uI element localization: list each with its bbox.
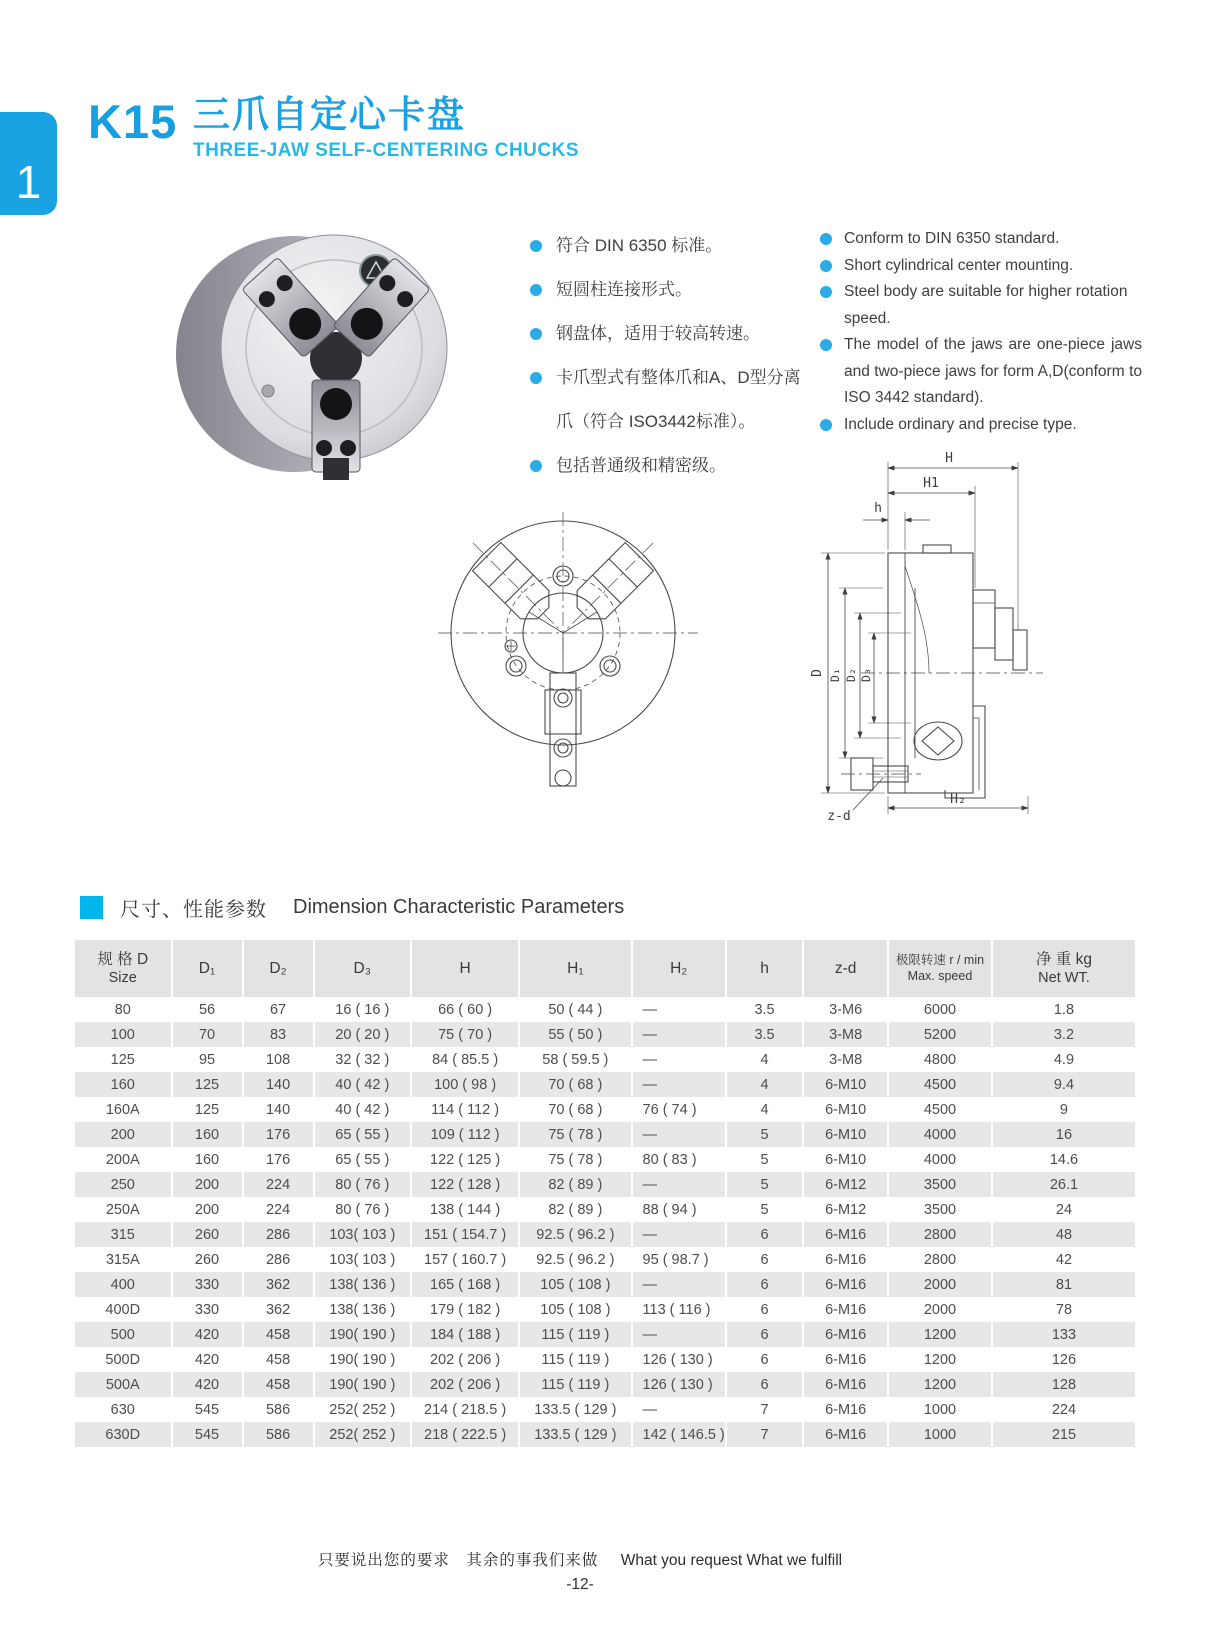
table-cell: 160 [173, 1122, 244, 1147]
table-cell: 224 [1051, 1401, 1077, 1418]
bullet-dot-icon [530, 284, 542, 296]
table-row [75, 1172, 1135, 1197]
table-cell: 250 [75, 1172, 173, 1197]
table-cell: 103( 103 ) [315, 1247, 413, 1272]
table-cell: 105 ( 108 ) [520, 1272, 632, 1297]
table-cell: 70 [173, 1022, 244, 1047]
table-cell: 76 ( 74 ) [633, 1097, 727, 1122]
table-cell: 3-M6 [804, 997, 889, 1022]
table-cell: 362 [244, 1272, 315, 1297]
table-cell: 545 [173, 1422, 244, 1447]
footer-slogan-en: What you request What we fulfill [620, 1552, 843, 1569]
dim-label-H: H [945, 451, 953, 466]
table-cell: 4 [727, 1072, 804, 1097]
table-cell: 6 [727, 1247, 804, 1272]
table-cell: 3500 [889, 1197, 993, 1222]
table-cell: 125 [173, 1097, 244, 1122]
table-cell: 75 ( 70 ) [412, 1022, 520, 1047]
chapter-number: 1 [15, 156, 42, 208]
table-row [75, 1322, 1135, 1347]
table-row [75, 1397, 1135, 1422]
table-cell: 55 ( 50 ) [520, 1022, 632, 1047]
table-cell: 5 [727, 1172, 804, 1197]
table-cell: 362 [244, 1297, 315, 1322]
table-cell: 3-M8 [804, 1047, 889, 1072]
table-cell: 458 [244, 1347, 315, 1372]
table-cell: 7 [727, 1422, 804, 1447]
feature-item [530, 356, 815, 444]
table-row [75, 1422, 1135, 1447]
table-cell: 179 ( 182 ) [412, 1297, 520, 1322]
table-cell: 458 [244, 1322, 315, 1347]
table-cell: 224 [244, 1197, 315, 1222]
table-cell: 122 ( 128 ) [412, 1172, 520, 1197]
feature-item [530, 312, 815, 356]
table-cell: 500 [75, 1322, 173, 1347]
table-cell: 4 [727, 1097, 804, 1122]
table-row [75, 1272, 1135, 1297]
table-cell: 50 ( 44 ) [520, 997, 632, 1022]
table-cell: 138( 136 ) [315, 1297, 413, 1322]
table-cell: 4 [727, 1047, 804, 1072]
dim-label-D1: D₁ [828, 668, 842, 682]
table-cell: 260 [173, 1247, 244, 1272]
table-cell: 315A [75, 1247, 173, 1272]
table-cell: 115 ( 119 ) [520, 1322, 632, 1347]
table-cell: 420 [173, 1347, 244, 1372]
table-cell: 105 ( 108 ) [520, 1297, 632, 1322]
table-cell: 6 [727, 1272, 804, 1297]
table-row [75, 1147, 1135, 1172]
table-cell: 88 ( 94 ) [633, 1197, 727, 1222]
product-photo [148, 216, 482, 484]
table-cell: — [633, 997, 727, 1022]
table-cell: 3-M8 [804, 1022, 889, 1047]
table-cell: 420 [173, 1372, 244, 1397]
table-cell: 630 [75, 1397, 173, 1422]
table-cell: 58 ( 59.5 ) [520, 1047, 632, 1072]
table-cell: 70 ( 68 ) [520, 1097, 632, 1122]
table-cell: 3.2 [993, 1022, 1135, 1047]
table-row [75, 997, 1135, 1022]
table-cell: 4500 [889, 1072, 993, 1097]
table-cell: 95 [173, 1047, 244, 1072]
table-cell: 218 ( 222.5 ) [412, 1422, 520, 1447]
table-cell: 252( 252 ) [315, 1397, 413, 1422]
table-cell: 92.5 ( 96.2 ) [520, 1222, 632, 1247]
column-header: D₃ [315, 940, 413, 997]
table-cell: 184 ( 188 ) [412, 1322, 520, 1347]
table-cell: 545 [173, 1397, 244, 1422]
table-cell: 82 ( 89 ) [520, 1172, 632, 1197]
table-cell: 48 [993, 1222, 1135, 1247]
section-header [80, 893, 624, 922]
table-cell: 40 ( 42 ) [315, 1072, 413, 1097]
section-title-en: Dimension Characteristic Parameters [293, 896, 625, 918]
table-cell: 78 [1055, 1301, 1073, 1318]
table-row [75, 1372, 1135, 1397]
table-cell: 75 ( 78 ) [520, 1122, 632, 1147]
table-cell: 24 [1055, 1201, 1073, 1218]
table-cell: 500A [75, 1372, 173, 1397]
table-cell: 260 [173, 1222, 244, 1247]
table-cell: 75 ( 78 ) [520, 1147, 632, 1172]
section-marker-icon [80, 896, 103, 919]
dim-label-zd: z-d [827, 809, 851, 822]
table-cell: 32 ( 32 ) [315, 1047, 413, 1072]
table-cell: 176 [244, 1122, 315, 1147]
table-cell: 6-M16 [804, 1422, 889, 1447]
table-cell: 80 ( 83 ) [633, 1147, 727, 1172]
bullet-dot-icon [820, 233, 832, 245]
title-block [193, 84, 579, 162]
table-cell: 122 ( 125 ) [412, 1147, 520, 1172]
table-cell: 5200 [889, 1022, 993, 1047]
table-cell: 140 [244, 1097, 315, 1122]
table-cell: 630D [75, 1422, 173, 1447]
table-cell: 9.4 [993, 1072, 1135, 1097]
table-cell: 586 [244, 1397, 315, 1422]
bullet-dot-icon [530, 460, 542, 472]
table-row [75, 1122, 1135, 1147]
table-cell: 138( 136 ) [315, 1272, 413, 1297]
table-cell: 1200 [889, 1347, 993, 1372]
bullet-dot-icon [820, 260, 832, 272]
table-cell: 6000 [889, 997, 993, 1022]
front-view-svg [433, 498, 705, 790]
table-row [75, 1047, 1135, 1072]
table-cell: 1000 [889, 1397, 993, 1422]
feature-text: 卡爪型式有整体爪和A、D型分离爪（符合 ISO3442标准）。 [556, 368, 801, 431]
table-cell: 6-M10 [804, 1147, 889, 1172]
dim-label-H1: H1 [923, 476, 939, 491]
table-cell: 6 [727, 1297, 804, 1322]
table-cell: 6-M16 [804, 1247, 889, 1272]
column-header: H [412, 940, 520, 997]
bullet-dot-icon [530, 240, 542, 252]
table-cell: 4800 [889, 1047, 993, 1072]
table-cell: 2800 [889, 1247, 993, 1272]
table-cell: 190( 190 ) [315, 1347, 413, 1372]
table-cell: 4000 [889, 1122, 993, 1147]
table-cell: 330 [173, 1297, 244, 1322]
feature-text: Steel body are suitable for higher rotation speed. [844, 283, 1128, 327]
table-cell: 200 [75, 1122, 173, 1147]
table-row [75, 1247, 1135, 1272]
table-cell: 6-M16 [804, 1222, 889, 1247]
table-row [75, 1072, 1135, 1097]
feature-item [820, 279, 1142, 332]
table-cell: 286 [244, 1247, 315, 1272]
table-row [75, 1222, 1135, 1247]
feature-text: 短圆柱连接形式。 [556, 280, 692, 299]
table-cell: 6-M10 [804, 1097, 889, 1122]
feature-text: Conform to DIN 6350 standard. [844, 230, 1060, 247]
table-cell: — [633, 1272, 727, 1297]
table-cell: 176 [244, 1147, 315, 1172]
table-cell: 67 [244, 997, 315, 1022]
table-cell: 92.5 ( 96.2 ) [520, 1247, 632, 1272]
feature-item [820, 412, 1142, 439]
table-cell: 6-M16 [804, 1272, 889, 1297]
table-cell: 108 [244, 1047, 315, 1072]
table-cell: 142 ( 146.5 ) [633, 1422, 727, 1447]
feature-list-en [820, 226, 1142, 438]
table-cell: 190( 190 ) [315, 1322, 413, 1347]
table-cell: 224 [244, 1172, 315, 1197]
table-cell: 200A [75, 1147, 173, 1172]
table-cell: 200 [173, 1172, 244, 1197]
footer-slogan-zh: 只要说出您的要求 其余的事我们来做 [317, 1552, 599, 1569]
table-cell: 126 [1051, 1351, 1077, 1368]
table-cell: 160 [75, 1072, 173, 1097]
feature-text: Short cylindrical center mounting. [844, 256, 1074, 274]
bullet-dot-icon [820, 339, 832, 351]
table-cell: 151 ( 154.7 ) [412, 1222, 520, 1247]
dim-label-D: D [810, 669, 825, 677]
table-cell: 70 ( 68 ) [520, 1072, 632, 1097]
table-cell: 125 [173, 1072, 244, 1097]
table-cell: 115 ( 119 ) [520, 1347, 632, 1372]
chuck-photo-illustration [148, 216, 482, 484]
feature-item [820, 253, 1142, 280]
table-cell: 40 ( 42 ) [315, 1097, 413, 1122]
page-title-en: THREE-JAW SELF-CENTERING CHUCKS [193, 140, 580, 161]
table-cell: 103( 103 ) [315, 1222, 413, 1247]
feature-text: Include ordinary and precise type. [844, 415, 1077, 433]
table-cell: 128 [993, 1372, 1135, 1397]
table-cell: 6-M10 [804, 1122, 889, 1147]
table-cell: 133 [993, 1322, 1135, 1347]
feature-text: 钢盘体，适用于较高转速。 [556, 324, 760, 343]
table-cell: 200 [173, 1197, 244, 1222]
table-cell: 400D [75, 1297, 173, 1322]
side-view-svg [733, 438, 1147, 822]
chapter-tab [0, 112, 57, 215]
table-row [75, 1197, 1135, 1222]
table-cell: 6-M12 [804, 1172, 889, 1197]
table-cell: 113 ( 116 ) [633, 1297, 727, 1322]
footer-slogan [0, 1548, 1160, 1570]
table-cell: 330 [173, 1272, 244, 1297]
table-cell: 80 ( 76 ) [315, 1197, 413, 1222]
table-cell: — [633, 1047, 727, 1072]
table-cell: 215 [993, 1422, 1135, 1447]
table-row [75, 1347, 1135, 1372]
column-header: 极限转速 r / min Max. speed [889, 940, 993, 997]
column-header: 净 重 kg Net WT. [993, 940, 1135, 997]
table-cell: 133.5 ( 129 ) [520, 1397, 632, 1422]
table-cell: 400 [75, 1272, 173, 1297]
table-cell: 6 [727, 1322, 804, 1347]
table-cell: 65 ( 55 ) [315, 1147, 413, 1172]
table-cell: — [633, 1322, 727, 1347]
front-view-drawing [433, 498, 705, 790]
table-cell: — [633, 1122, 727, 1147]
table-cell: 6 [727, 1347, 804, 1372]
table-cell: 115 ( 119 ) [520, 1372, 632, 1397]
model-code: K15 [88, 95, 178, 148]
table-cell: 81 [993, 1272, 1135, 1297]
table-cell: 458 [244, 1372, 315, 1397]
table-cell: 214 ( 218.5 ) [412, 1397, 520, 1422]
table-cell: 20 ( 20 ) [315, 1022, 413, 1047]
table-cell: 5 [727, 1147, 804, 1172]
table-cell: 160A [75, 1097, 173, 1122]
table-cell: — [633, 1222, 727, 1247]
table-cell: 6-M16 [804, 1397, 889, 1422]
table-cell: 2000 [889, 1272, 993, 1297]
table-cell: 250A [75, 1197, 173, 1222]
bullet-dot-icon [530, 328, 542, 340]
table-cell: 80 ( 76 ) [315, 1172, 413, 1197]
table-cell: 114 ( 112 ) [412, 1097, 520, 1122]
table-cell: 190( 190 ) [315, 1372, 413, 1397]
dimension-table-wrap [75, 940, 1135, 1447]
dim-label-D3: D₃ [859, 668, 873, 682]
table-cell: — [633, 1072, 727, 1097]
table-cell: 6-M16 [804, 1372, 889, 1397]
column-header: z-d [804, 940, 889, 997]
feature-item [530, 224, 815, 268]
table-cell: 82 ( 89 ) [520, 1197, 632, 1222]
table-cell: 252( 252 ) [315, 1422, 413, 1447]
table-cell: 1200 [889, 1322, 993, 1347]
table-cell: 109 ( 112 ) [412, 1122, 520, 1147]
feature-item [820, 332, 1142, 412]
table-cell: 80 [75, 997, 173, 1022]
bullet-dot-icon [530, 372, 542, 384]
table-cell: 1.8 [1053, 1001, 1075, 1018]
table-cell: 6-M12 [804, 1197, 889, 1222]
dim-label-D2: D₂ [844, 668, 858, 682]
table-cell: — [633, 1022, 727, 1047]
table-cell: 125 [75, 1047, 173, 1072]
table-cell: 133.5 ( 129 ) [520, 1422, 632, 1447]
table-cell: 160 [173, 1147, 244, 1172]
table-cell: 202 ( 206 ) [412, 1347, 520, 1372]
table-cell: 315 [75, 1222, 173, 1247]
feature-text: 包括普通级和精密级。 [556, 456, 726, 475]
table-cell: 126 ( 130 ) [633, 1347, 727, 1372]
page-number: -12- [566, 1576, 594, 1593]
column-header: h [727, 940, 804, 997]
table-cell: 14.6 [1049, 1151, 1079, 1168]
table-cell: 3500 [889, 1172, 993, 1197]
bullet-dot-icon [820, 419, 832, 431]
dim-label-H2: H₂ [950, 792, 966, 807]
table-cell: 1000 [889, 1422, 993, 1447]
table-cell: 202 ( 206 ) [412, 1372, 520, 1397]
table-cell: 6-M10 [804, 1072, 889, 1097]
table-cell: 5 [727, 1197, 804, 1222]
table-cell: 5 [727, 1122, 804, 1147]
table-cell: 1200 [889, 1372, 993, 1397]
table-cell: 420 [173, 1322, 244, 1347]
table-cell: 140 [244, 1072, 315, 1097]
table-row [75, 1297, 1135, 1322]
table-cell: 56 [173, 997, 244, 1022]
table-cell: 42 [1055, 1251, 1073, 1268]
section-title-zh: 尺寸、性能参数 [120, 899, 267, 921]
column-header: H₂ [633, 940, 727, 997]
page-title-zh: 三爪自定心卡盘 [193, 94, 466, 135]
table-cell: 16 [993, 1122, 1135, 1147]
table-cell: — [633, 1172, 727, 1197]
table-cell: 6 [727, 1372, 804, 1397]
table-cell: 2800 [889, 1222, 993, 1247]
table-cell: 500D [75, 1347, 173, 1372]
table-cell: 95 ( 98.7 ) [633, 1247, 727, 1272]
table-cell: 6-M16 [804, 1347, 889, 1372]
table-cell: 126 ( 130 ) [633, 1372, 727, 1397]
feature-item [530, 268, 815, 312]
feature-item [820, 226, 1142, 253]
table-header-row [75, 940, 1135, 997]
dim-label-h: h [874, 501, 882, 516]
table-cell: 165 ( 168 ) [412, 1272, 520, 1297]
column-header: 规 格 D Size [75, 940, 173, 997]
column-header: D₁ [173, 940, 244, 997]
table-cell: 84 ( 85.5 ) [412, 1047, 520, 1072]
table-cell: 6-M16 [804, 1322, 889, 1347]
table-cell: 6 [727, 1222, 804, 1247]
table-row [75, 1097, 1135, 1122]
table-cell: 6-M16 [804, 1297, 889, 1322]
bullet-dot-icon [820, 286, 832, 298]
table-cell: 7 [727, 1397, 804, 1422]
table-cell: 4000 [889, 1147, 993, 1172]
table-cell: 100 [75, 1022, 173, 1047]
side-view-drawing [733, 438, 1147, 822]
feature-text: The model of the jaws are one-piece jaws and two-piece jaws for form A,D(conform to ISO 3442 standard). [844, 336, 1142, 406]
table-cell: — [633, 1397, 727, 1422]
table-cell: 3.5 [727, 997, 804, 1022]
column-header: D₂ [244, 940, 315, 997]
table-cell: 3.5 [727, 1022, 804, 1047]
table-cell: 2000 [889, 1297, 993, 1322]
table-cell: 9 [1059, 1101, 1068, 1118]
table-cell: 157 ( 160.7 ) [412, 1247, 520, 1272]
table-cell: 4500 [889, 1097, 993, 1122]
table-cell: 286 [244, 1222, 315, 1247]
dimension-table [75, 940, 1135, 1447]
table-cell: 586 [244, 1422, 315, 1447]
feature-text: 符合 DIN 6350 标准。 [556, 236, 723, 255]
table-cell: 138 ( 144 ) [412, 1197, 520, 1222]
table-cell: 4.9 [1053, 1051, 1075, 1068]
table-cell: 100 ( 98 ) [412, 1072, 520, 1097]
table-cell: 66 ( 60 ) [412, 997, 520, 1022]
table-cell: 16 ( 16 ) [315, 997, 413, 1022]
column-header: H₁ [520, 940, 632, 997]
table-row [75, 1022, 1135, 1047]
table-cell: 65 ( 55 ) [315, 1122, 413, 1147]
table-cell: 83 [244, 1022, 315, 1047]
table-cell: 26.1 [993, 1172, 1135, 1197]
